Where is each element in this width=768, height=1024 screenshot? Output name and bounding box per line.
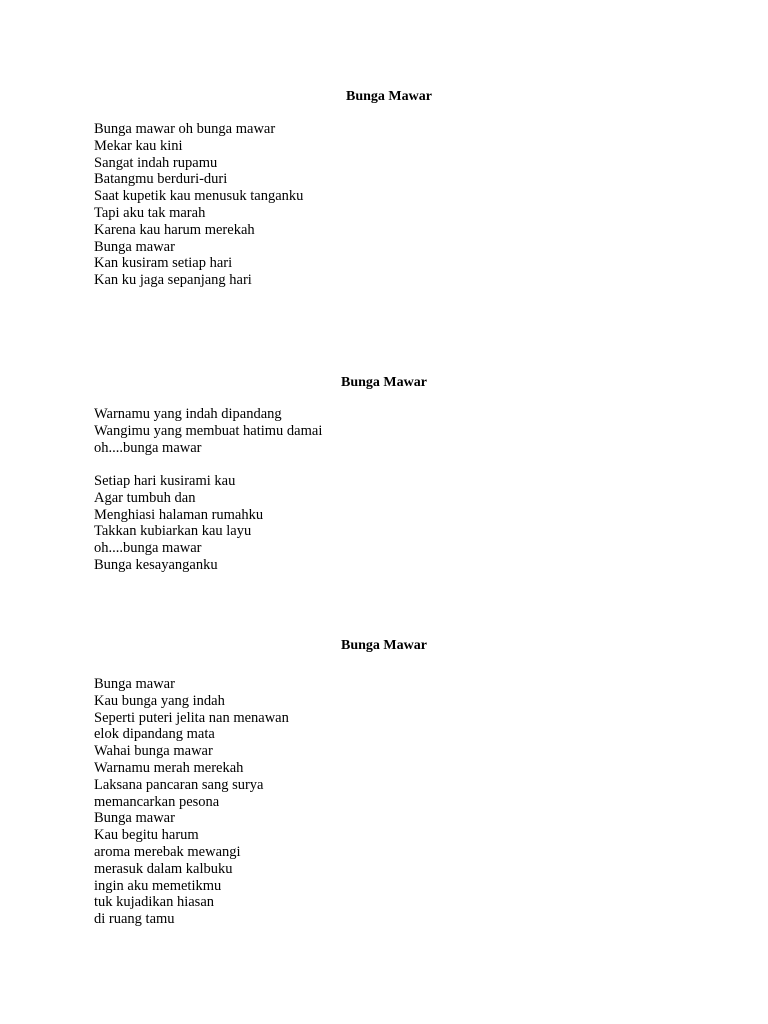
poem-line: Kau begitu harum [94, 827, 199, 844]
poem-line: Bunga mawar [94, 676, 175, 692]
poem-line: Menghiasi halaman rumahku [94, 506, 264, 523]
poem-line: tuk kujadikan hiasan [94, 894, 215, 911]
poem-line: Karena kau harum merekah [94, 221, 255, 238]
poem-line: Setiap hari kusirami kau [94, 473, 236, 489]
poem-line: ingin aku memetikmu [94, 877, 222, 894]
poem-line: Bunga mawar oh bunga mawar [94, 121, 276, 137]
poem-line: Saat kupetik kau menusuk tanganku [94, 188, 304, 205]
poem-line: merasuk dalam kalbuku [94, 860, 233, 877]
poem-title: Bunga Mawar [346, 89, 432, 104]
poem-line: Agar tumbuh dan [94, 489, 196, 506]
poem-line: oh....bunga mawar [94, 439, 202, 456]
poem-line: elok dipandang mata [94, 726, 215, 743]
poem-line: Bunga kesayanganku [94, 556, 218, 573]
poem-line: Kan kusiram setiap hari [94, 255, 233, 272]
poem-title: Bunga Mawar [341, 375, 427, 390]
poem-title: Bunga Mawar [341, 638, 427, 653]
poem-line: aroma merebak mewangi [94, 843, 241, 860]
poem-line: Bunga mawar [94, 238, 175, 255]
poem-line: Mekar kau kini [94, 137, 183, 154]
stanza [94, 473, 263, 574]
poem-line: Warnamu yang indah dipandang [94, 406, 282, 422]
poem-line: Laksana pancaran sang surya [94, 776, 264, 793]
poem-line: Kan ku jaga sepanjang hari [94, 272, 252, 289]
stanza [94, 406, 322, 456]
poem-line: Warnamu merah merekah [94, 759, 244, 776]
poem-line: Takkan kubiarkan kau layu [94, 523, 252, 540]
poem-line: memancarkan pesona [94, 793, 220, 810]
stanza [94, 676, 289, 928]
poem-line: di ruang tamu [94, 911, 175, 928]
poem-line: Kau bunga yang indah [94, 692, 225, 709]
poem-line: Wahai bunga mawar [94, 743, 213, 760]
stanza [94, 121, 303, 289]
poem-line: Tapi aku tak marah [94, 204, 206, 221]
poem-line: Batangmu berduri-duri [94, 171, 228, 188]
poem-line: oh....bunga mawar [94, 540, 202, 557]
poem-line: Sangat indah rupamu [94, 154, 218, 171]
poem-line: Seperti puteri jelita nan menawan [94, 709, 289, 726]
poem-line: Bunga mawar [94, 810, 175, 827]
poem-line: Wangimu yang membuat hatimu damai [94, 422, 323, 439]
